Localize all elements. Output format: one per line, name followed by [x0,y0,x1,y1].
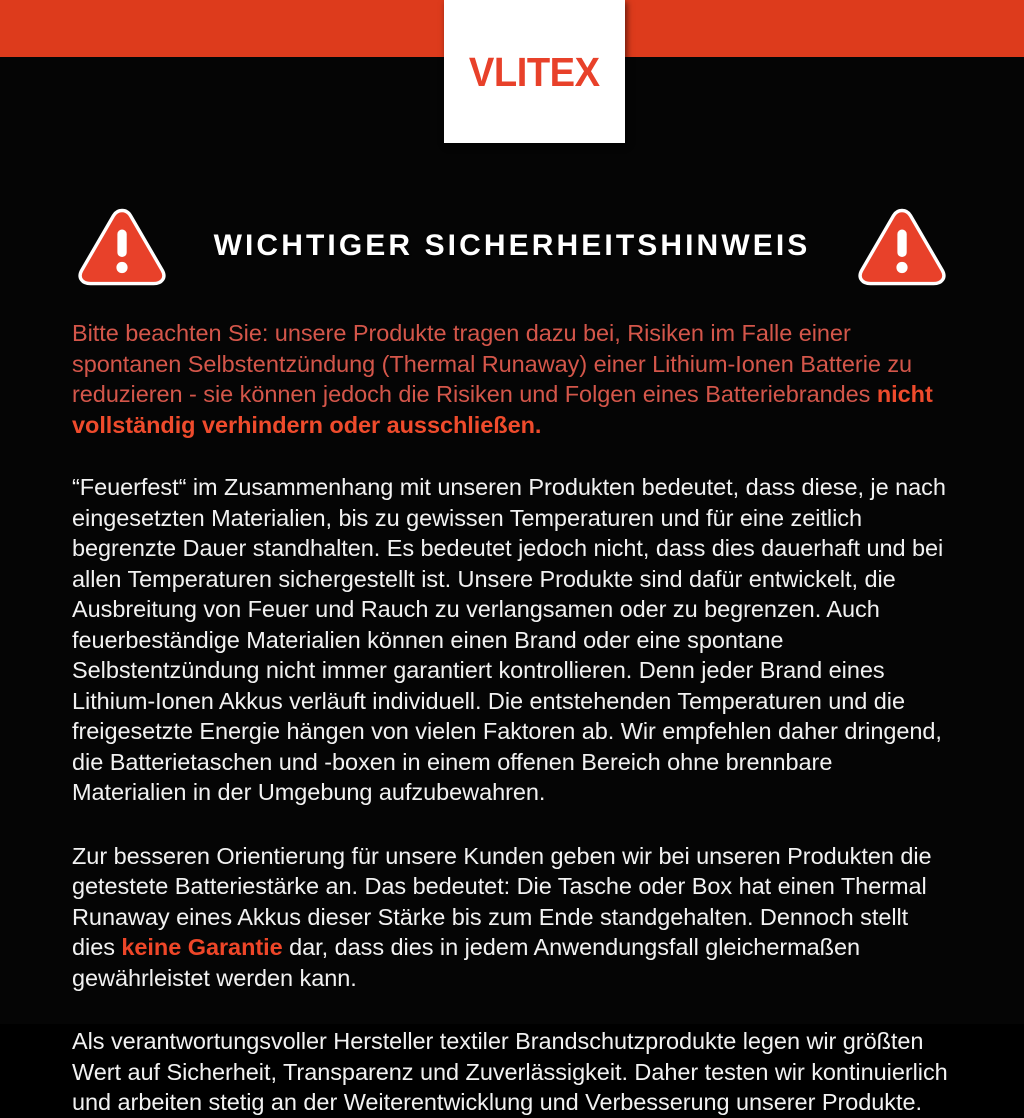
warning-triangle-icon [856,205,948,287]
intro-paragraph-text: Bitte beachten Sie: unsere Produkte tragen dazu bei, Risiken im Falle einer spontanen Selbstentzündung (Thermal Runaway) einer Lithium-Ionen Batterie zu reduzieren - sie können jedoch die Risiken und Folgen eines Batteriebrandes [72,320,913,407]
intro-paragraph [72,318,944,440]
paragraph-commitment [72,1026,952,1118]
paragraph-rating [72,841,952,994]
brand-logo [444,0,625,143]
paragraph-definition-text: “Feuerfest“ im Zusammenhang mit unseren Produkten bedeutet, dass diese, je nach eingesetzten Materialien, bis zu gewissen Temperaturen und für eine zeitlich begrenzte Dauer standhalten. Es bedeutet jedoch nicht, dass dies dauerhaft und bei allen Temperaturen sichergestellt ist. Unsere Produkte sind dafür entwickelt, die Ausbreitung von Feuer und Rauch zu verlangsamen oder zu begrenzen. Auch feuerbeständige Materialien können einen Brand oder eine spontane Selbstentzündung nicht immer garantiert kontrollieren. Denn jeder Brand eines Lithium-Ionen Akkus verläuft individuell. Die entstehenden Temperaturen und die freigesetzte Energie hängen von vielen Faktoren ab. Wir empfehlen daher dringend, die Batterietaschen und -boxen in einem offenen Bereich ohne brennbare Materialien in der Umgebung aufzubewahren. [72,474,946,805]
notice-body [72,318,952,1118]
notice-heading-row [0,200,1024,292]
warning-triangle-icon [76,205,168,287]
paragraph-commitment-text: Als verantwortungsvoller Hersteller textiler Brandschutzprodukte legen wir größten Wert auf Sicherheit, Transparenz und Zuverlässigkeit. Daher testen wir kontinuierlich und arbeiten stetig an der Weiterentwicklung und Verbesserung unserer Produkte. [72,1028,948,1115]
intro-paragraph-emphasis: nicht vollständig verhindern oder ausschließen. [72,381,933,438]
brand-logo-text: VLITEX [469,49,600,95]
paragraph-definition [72,472,952,808]
paragraph-rating-text-before: Zur besseren Orientierung für unsere Kunden geben wir bei unseren Produkten die getestete Batteriestärke an. Das bedeutet: Die Tasche oder Box hat einen Thermal Runaway eines Akkus dieser Stärke bis zum Ende standgehalten. Dennoch stellt dies [72,842,932,960]
page-title: WICHTIGER SICHERHEITSHINWEIS [213,229,811,262]
paragraph-rating-emphasis: keine Garantie [121,934,283,960]
paragraph-rating-text-after: dar, dass dies in jedem Anwendungsfall gleichermaßen gewährleistet werden kann. [72,934,861,991]
